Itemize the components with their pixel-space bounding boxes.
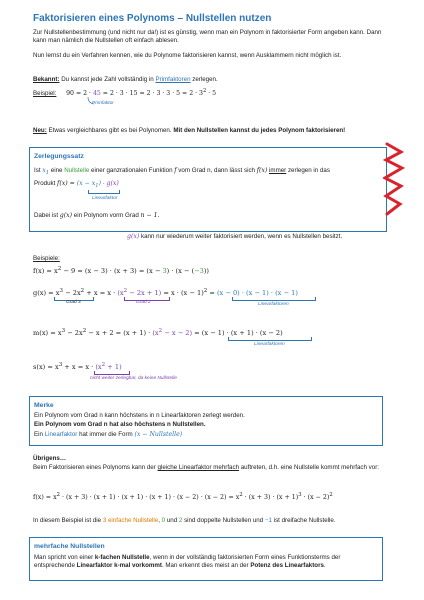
ex4-a-sup: 3 <box>58 362 63 368</box>
ex2-a-sup: 3 <box>59 288 64 294</box>
satz-gx: g(x) <box>106 180 119 187</box>
ueb-sum-d: sind doppelte Nullstellen und <box>182 517 265 524</box>
ueb-eq-b: · (x + 3) · (x + 1) · (x + 1) · (x + 1) · (x − 2) · (x − 2) = x <box>59 494 240 502</box>
eq-part-45: 45 <box>92 90 101 98</box>
ex3-quadratic <box>152 329 192 337</box>
satz-immer: immer <box>269 167 287 174</box>
known-end: zerlegen. <box>190 76 218 83</box>
new-bold-text: Mit den Nullstellen kannst du jedes Polynom faktorisieren! <box>173 127 346 134</box>
ex1-b: − 9 = (x − 3) · (x + 3) = (x − <box>61 267 163 276</box>
uebrigens-summary <box>33 517 403 525</box>
ex2-lin-note: Linearfaktoren <box>258 302 289 307</box>
ueb-eq-d-sup: 2 <box>329 492 333 498</box>
ex2-grad3-note: Grad 3 <box>66 300 81 305</box>
mehrfach-text <box>34 554 378 571</box>
ueb-sum-3: 3 einfache Nullstelle <box>102 517 159 524</box>
x1-base: x <box>42 167 46 174</box>
satz-l1-b: eine <box>49 167 65 174</box>
ex2-x: x <box>107 289 112 298</box>
ex2-f: = <box>207 289 217 298</box>
new-label: Neu: <box>33 127 47 134</box>
ex1-sup: 2 <box>57 266 62 272</box>
satz-line-3 <box>34 212 160 220</box>
ex1-d: )) <box>203 267 209 276</box>
ex2-lin-brace <box>232 297 316 301</box>
ueb-eq-c: · (x + 3) · (x + 1) <box>242 494 299 502</box>
ex4-b: + x = x · <box>62 363 96 372</box>
satz-f: f <box>174 167 177 174</box>
ex3-d: (x + 1) <box>123 329 147 338</box>
satz-line-1 <box>34 167 384 177</box>
ex3-f: (x <box>152 329 159 338</box>
ex2-quadratic <box>117 289 161 297</box>
ex4-a: s(x) = x <box>33 363 59 372</box>
mf-a: Man spricht von einer <box>34 554 95 561</box>
red-scribble-icon <box>383 140 405 220</box>
uebrigens-text <box>33 464 391 472</box>
ex2-e: = x · (x − 1) <box>161 289 204 298</box>
new-text: Etwas vergleichbares gibt es bei Polynomen. <box>46 127 174 134</box>
ex4-c-sup: 2 <box>101 362 106 368</box>
satz-produkt: Produkt <box>34 180 58 187</box>
satz-dot: · <box>101 180 107 187</box>
ex4-note: nicht weiter zerlegbar, da keine Nullstelle <box>90 376 177 381</box>
satz-l3-g: g(x) <box>59 212 73 219</box>
page-title: Faktorisieren eines Polynoms – Nullstellen nutzen <box>33 13 272 24</box>
intro-paragraph-1: Zur Nullstellenbestimmung (und nicht nur da!) ist es günstig, wenn man ein Polynom in faktorisierter Form angeben kann. Dann kann man nämlich die Nullstellen oft einfach ablesen. <box>33 29 382 45</box>
mf-b: k-fachen Nullstelle <box>94 554 150 561</box>
ueb-l1-a: Beim Faktorisieren eines Polynoms kann der <box>33 464 158 471</box>
mf-e: . Man erkennt dies meist an der <box>161 562 251 570</box>
merke-linearfaktor: Linearfaktor <box>44 431 78 438</box>
merke-l3-a: Ein <box>34 431 45 438</box>
uebrigens-title: Übrigens… <box>33 455 67 462</box>
ueb-eq-b-sup: 2 <box>239 492 243 498</box>
after-box-text: kann nur wiederum weiter faktorisiert werden, wenn es Nullstellen besitzt. <box>139 233 343 240</box>
eq-part-c: = 2 · 3 · 15 = 2 · 3 · 3 · 5 = 2 · 3 <box>100 90 203 98</box>
satz-l1-a: Ist <box>34 167 43 174</box>
satz-l3-b: ein Polynom vorm Grad <box>72 212 141 219</box>
after-box-note <box>127 233 342 241</box>
known-text: Du kannst jede Zahl vollständig in <box>59 76 156 83</box>
ex2-dot: · <box>111 289 118 298</box>
ex2-c: + x = <box>84 289 108 298</box>
satz-l1-f: zerlegen in das <box>286 167 330 174</box>
ex4-c2: + 1) <box>105 363 122 372</box>
ex1-a: f(x) = x <box>33 267 58 276</box>
lin-a: (x − x <box>76 180 96 187</box>
merke-form: (x − Nullstelle) <box>134 431 183 438</box>
eq-sup: 2 <box>202 88 207 94</box>
mf-d: Linearfaktor k-mal vorkommt <box>76 562 162 570</box>
ueb-eq-a-sup: 2 <box>56 492 60 498</box>
ex3-a-sup: 3 <box>61 328 66 334</box>
eq-part-d: · 5 <box>206 90 217 98</box>
zerlegungssatz-title: Zerlegungssatz <box>34 153 84 160</box>
merke-title: Merke <box>34 402 54 409</box>
satz-line-2 <box>34 180 119 190</box>
merke-line-1: Ein Polynom vom Grad n kann höchstens in n Linearfaktoren zerlegt werden. <box>34 412 245 419</box>
examples-label: Beispiele: <box>33 255 60 262</box>
ueb-eq-d: · (x − 2) <box>301 494 330 502</box>
mf-g: . <box>323 562 326 570</box>
lin-sub: 1 <box>95 183 99 190</box>
ueb-sum-e: ist dreifache Nullstelle. <box>271 517 336 524</box>
ex3-lin-note: Linearfaktoren <box>254 342 285 347</box>
ex3-c: − x + 2 = <box>86 329 124 338</box>
mehrfach-title: mehrfache Nullstellen <box>34 543 105 550</box>
zerlegungssatz-box <box>29 147 387 232</box>
new-line <box>33 127 413 135</box>
ex3-lin-brace <box>228 337 312 341</box>
linearfaktor-brace <box>88 190 120 194</box>
ex3-g: = <box>192 329 202 338</box>
ex2-d: (x <box>117 289 124 298</box>
uebrigens-equation <box>33 492 333 503</box>
ex2-grad2-note: Grad 2 <box>136 300 151 305</box>
satz-fx: f(x) <box>256 167 268 174</box>
linearfaktor-note: Linearfaktor <box>92 196 118 201</box>
ex1-root-minus3: −3 <box>194 267 204 276</box>
satz-l2-fx: f(x) = <box>57 180 77 187</box>
merke-l3-b: hat immer die Form <box>77 431 135 438</box>
ex2-d2: − 2x + 1) <box>127 289 162 298</box>
ex2-d-sup: 2 <box>123 288 128 294</box>
intro-paragraph-2: Nun lernst du ein Verfahren kennen, wie du Polynome faktorisieren kannst, wenn Ausklammern nicht möglich ist. <box>33 52 342 59</box>
satz-linearfaktor <box>76 180 101 190</box>
ex2-a: g(x) = x <box>33 289 60 298</box>
satz-nullstelle: Nullstelle <box>64 167 90 174</box>
ex2-e-sup: 2 <box>203 288 208 294</box>
primfaktor-note: Primfaktor <box>92 101 114 106</box>
merke-line-3 <box>34 431 378 439</box>
ex4-c: (x <box>95 363 102 372</box>
after-box-g: g(x) <box>127 233 140 240</box>
ex1-c: ) · (x − ( <box>166 267 195 276</box>
ex2-b: − 2x <box>63 289 81 298</box>
primfaktoren-link[interactable]: Primfaktoren <box>155 76 191 83</box>
known-line <box>33 76 393 84</box>
ueb-l1-b: auftreten, d.h. eine Nullstelle kommt mehrfach vor: <box>239 464 379 471</box>
mehrfach-box <box>29 537 383 581</box>
ueb-sum-b: , <box>158 517 162 524</box>
lin-end: ) <box>98 180 101 187</box>
ueb-eq-c-sup: 3 <box>298 492 302 498</box>
ueb-sum-a: In diesem Beispiel ist die <box>33 517 103 524</box>
merke-box <box>29 396 383 446</box>
ueb-l1-u: gleiche Linearfaktor mehrfach <box>157 464 240 471</box>
merke-line-2: Ein Polynom vom Grad n hat also höchstens n Nullstellen. <box>34 421 206 428</box>
ex4-quadratic <box>95 363 121 371</box>
ex3-dot: · <box>146 329 153 338</box>
satz-l3-a: Dabei ist <box>34 212 60 219</box>
ex3-b-sup: 2 <box>82 328 87 334</box>
ueb-sum-0: 0 <box>161 517 166 524</box>
ex3-a: m(x) = x <box>33 329 62 338</box>
satz-l3-n: n − 1. <box>140 212 160 219</box>
mf-f: Potenz des Linearfaktors <box>250 562 324 570</box>
ueb-eq-a: f(x) = x <box>33 494 57 502</box>
ueb-sum-c: und <box>165 517 179 524</box>
ex3-f2: − x − 2) <box>162 329 193 338</box>
ex3-b: − 2x <box>65 329 83 338</box>
ueb-sum-m1: −1 <box>264 517 272 524</box>
ex3-linearfaktoren: (x − 1) · (x + 1) · (x − 2) <box>201 329 283 338</box>
ex2-b-sup: 2 <box>80 288 85 294</box>
ex2-linearfaktoren: (x − 0) · (x − 1) · (x − 1) <box>216 289 298 298</box>
satz-l1-c: einer ganzrationalen Funktion <box>89 167 175 174</box>
eq-part-a: 90 = 2 · <box>66 90 93 98</box>
satz-l1-d: vom Grad n, dann lässt sich <box>176 167 257 174</box>
mf-c: , wenn in der vollständig faktorisierten Form eines Funktionsterms der entsprechende <box>34 554 341 570</box>
ex4-brace <box>94 371 130 375</box>
ueb-sum-2: 2 <box>178 517 183 524</box>
known-label: Bekannt: <box>33 76 60 83</box>
example-1 <box>33 266 209 276</box>
x1-sub: 1 <box>45 170 50 177</box>
example-label: Beispiel: <box>33 90 57 98</box>
ex3-f-sup: 2 <box>158 328 163 334</box>
ex1-root-3: 3 <box>162 267 167 276</box>
